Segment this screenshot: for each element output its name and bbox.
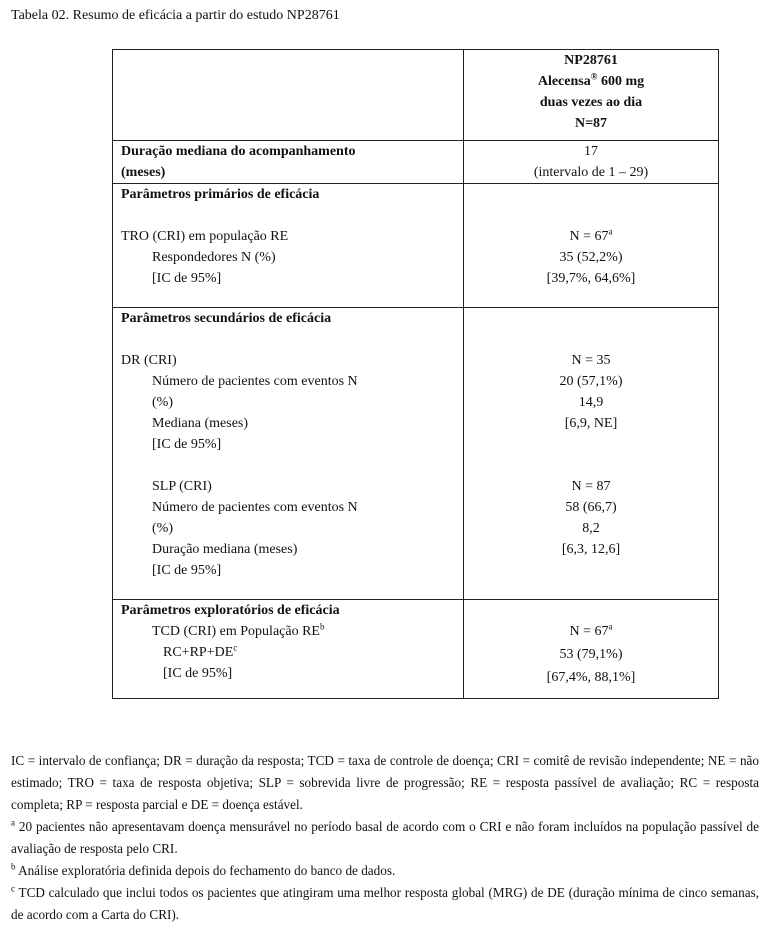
- exploratory-ci-label: [IC de 95%]: [163, 666, 233, 681]
- followup-range: (intervalo de 1 – 29): [533, 165, 649, 180]
- followup-value-cell: [464, 141, 719, 184]
- primary-responders-value: 35 (52,2%): [559, 250, 623, 265]
- dr-ci-label: [IC de 95%]: [152, 437, 222, 452]
- primary-tro-label: TRO (CRI) em população RE: [121, 229, 289, 244]
- header-study-cell: [464, 50, 719, 141]
- table-row: [113, 141, 719, 184]
- primary-section-title: Parâmetros primários de eficácia: [121, 187, 320, 202]
- slp-events-label: Número de pacientes com eventos N: [152, 500, 358, 515]
- header-empty-cell: [113, 50, 464, 141]
- slp-events-percent-label: (%): [152, 521, 173, 536]
- table-header-row: [113, 50, 719, 141]
- dr-median-label: Mediana (meses): [152, 416, 249, 431]
- secondary-value-cell: [464, 308, 719, 600]
- header-frequency: duas vezes ao dia: [539, 95, 643, 110]
- dr-events-value: 20 (57,1%): [559, 374, 623, 389]
- exploratory-label-cell: [113, 600, 464, 699]
- table-caption: Tabela 02. Resumo de eficácia a partir do estudo NP28761: [11, 8, 340, 23]
- dr-median-value: 14,9: [578, 395, 604, 410]
- table-row: [113, 308, 719, 600]
- primary-value-cell: [464, 184, 719, 308]
- slp-events-value: 58 (66,7): [565, 500, 617, 515]
- abbreviations-note: IC = intervalo de confiança; DR = duração da resposta; TCD = taxa de controle de doença; CRI = comitê de revisão independente; NE = não estimado; TRO = taxa de resposta objetiva; SLP = sobrevida livre de progressão; RE = resposta passível de avaliação; RC = resposta completa; RP = resposta parcial e DE = doença estável.: [11, 753, 759, 812]
- slp-median-value: 8,2: [582, 521, 600, 536]
- primary-ci-label: [IC de 95%]: [152, 271, 222, 286]
- followup-unit: (meses): [121, 165, 166, 180]
- exploratory-rc-label: $RC+RP+DE^c$: [163, 642, 238, 660]
- header-n: N=87: [574, 116, 608, 131]
- followup-value: 17: [584, 144, 598, 159]
- registered-mark: ®: [590, 71, 598, 82]
- followup-label: Duração mediana do acompanhamento: [121, 144, 356, 159]
- primary-responders-label: Respondedores N (%): [152, 250, 276, 265]
- table-row: [113, 600, 719, 699]
- slp-ci-label: [IC de 95%]: [152, 563, 222, 578]
- header-dose: 600 mg: [597, 74, 645, 89]
- primary-label-cell: [113, 184, 464, 308]
- dr-events-percent-label: (%): [152, 395, 173, 410]
- secondary-label-cell: [113, 308, 464, 600]
- secondary-section-title: Parâmetros secundários de eficácia: [121, 311, 332, 326]
- footnote-b: $^b$ Análise exploratória definida depois do fechamento do banco de dados.: [11, 861, 396, 878]
- dr-ci-value: [6,9, NE]: [564, 416, 618, 431]
- exploratory-ci-value: [67,4%, 88,1%]: [546, 670, 636, 685]
- header-drug-name: Alecensa: [537, 74, 591, 89]
- followup-label-cell: [113, 141, 464, 184]
- dr-events-label: Número de pacientes com eventos N: [152, 374, 358, 389]
- exploratory-n-value: $N = 67^a$: [569, 621, 613, 639]
- slp-label: SLP (CRI): [152, 479, 212, 494]
- exploratory-rc-value: 53 (79,1%): [559, 647, 623, 662]
- primary-n-value: $N = 67^a$: [569, 226, 613, 244]
- primary-ci-value: [39,7%, 64,6%]: [546, 271, 636, 286]
- footnote-a: $^a$ 20 pacientes não apresentavam doença mensurável no período basal de acordo com o CRI e não foram incluídos na população passível de avaliação de resposta pelo CRI.: [11, 817, 759, 856]
- slp-n-value: N = 87: [571, 479, 611, 494]
- header-study-id: NP28761: [564, 53, 618, 68]
- dr-label: DR (CRI): [121, 353, 177, 368]
- dr-n-value: N = 35: [571, 353, 611, 368]
- table-row: [113, 184, 719, 308]
- exploratory-section-title: Parâmetros exploratórios de eficácia: [121, 603, 340, 618]
- exploratory-value-cell: [464, 600, 719, 699]
- exploratory-tcd-label: TCD (CRI) em População $RE^b$: [152, 621, 325, 639]
- slp-median-label: Duração mediana (meses): [152, 542, 298, 557]
- footnote-c: $^c$ TCD calculado que inclui todos os pacientes que atingiram uma melhor resposta global (MRG) de DE (duração mínima de cinco semanas, de acordo com a Carta do CRI).: [11, 883, 759, 922]
- table-footnotes: [11, 750, 759, 926]
- header-drug: [464, 71, 718, 92]
- slp-ci-value: [6,3, 12,6]: [561, 542, 621, 557]
- efficacy-table: [112, 49, 719, 699]
